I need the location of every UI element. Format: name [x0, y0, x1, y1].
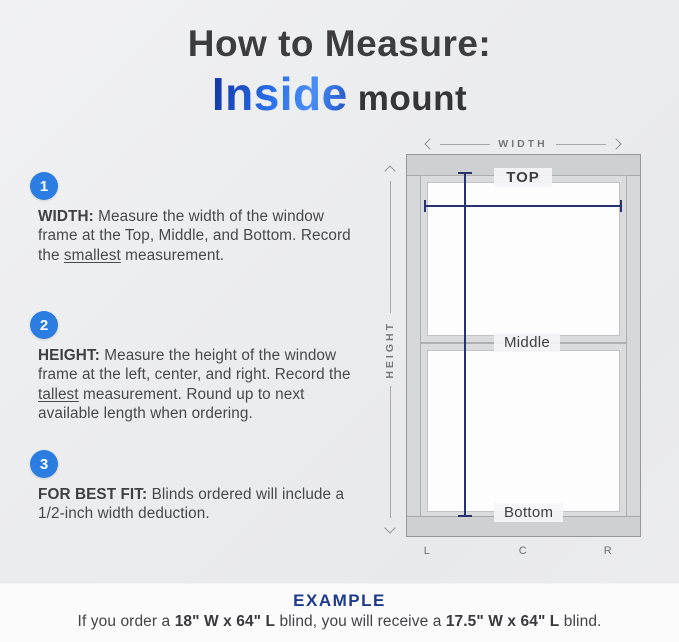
page-subtitle: [0, 67, 679, 121]
label-top: TOP: [494, 168, 552, 187]
height-dimension-label: HEIGHT: [384, 320, 396, 379]
dimension-line: [556, 144, 606, 145]
example-heading: EXAMPLE: [293, 591, 386, 610]
step-3: [30, 450, 364, 524]
step-3-number-badge: 3: [30, 450, 58, 478]
example-part-3: blind.: [559, 613, 602, 630]
width-dimension-label: WIDTH: [498, 138, 548, 150]
marker-center: C: [518, 545, 528, 557]
height-dimension-arrow: [383, 167, 397, 532]
label-bottom: Bottom: [494, 503, 563, 522]
example-sentence: [0, 613, 679, 631]
step-2-text: [38, 346, 360, 423]
example-ordered-size: 18" W x 64" L: [174, 613, 276, 630]
window-lower-sash: [421, 344, 626, 518]
title-block: [0, 24, 679, 121]
step-1-body-end: measurement.: [120, 246, 225, 264]
arrow-up-icon: [384, 165, 395, 176]
example-part-2: blind, you will receive a: [275, 613, 446, 630]
step-1-underlined-word: smallest: [63, 246, 121, 264]
arrow-left-icon: [424, 138, 435, 149]
page-title: How to Measure:: [187, 23, 492, 64]
step-2: [30, 311, 364, 423]
step-2-number-badge: 2: [30, 311, 58, 339]
step-2-underlined-word: tallest: [38, 385, 79, 403]
example-section: [0, 583, 679, 642]
example-part-1: If you order a: [77, 613, 175, 630]
height-measure-line: [464, 172, 466, 517]
step-1: [30, 172, 364, 265]
step-2-body-end: measurement. Round up to next available length when ordering.: [38, 385, 305, 422]
step-1-body: Measure the width of the window frame at the Top, Middle, and Bottom. Record the: [38, 208, 351, 264]
window-upper-sash: [421, 176, 626, 342]
marker-right: R: [603, 545, 613, 557]
step-1-number-badge: 1: [30, 172, 58, 200]
step-3-text: [38, 485, 360, 524]
step-3-body: Blinds ordered will include a 1/2-inch width deduction.: [38, 486, 345, 523]
step-1-text: [38, 207, 360, 265]
mount-type-highlight: Inside: [211, 67, 348, 120]
arrow-right-icon: [610, 138, 621, 149]
marker-left: L: [423, 545, 431, 557]
step-3-label: FOR BEST FIT:: [38, 486, 148, 503]
width-dimension-arrow: [426, 137, 620, 151]
example-received-size: 17.5" W x 64" L: [445, 613, 560, 630]
dimension-line: [390, 386, 391, 518]
width-measure-line: [424, 205, 622, 207]
step-1-label: WIDTH:: [38, 208, 94, 225]
arrow-down-icon: [384, 522, 395, 533]
mount-word: mount: [357, 78, 468, 118]
step-2-body: Measure the height of the window frame at the left, center, and right. Record the: [38, 347, 351, 384]
label-middle: Middle: [494, 333, 560, 352]
dimension-line: [440, 144, 490, 145]
dimension-line: [390, 181, 391, 313]
step-2-label: HEIGHT:: [38, 347, 100, 364]
